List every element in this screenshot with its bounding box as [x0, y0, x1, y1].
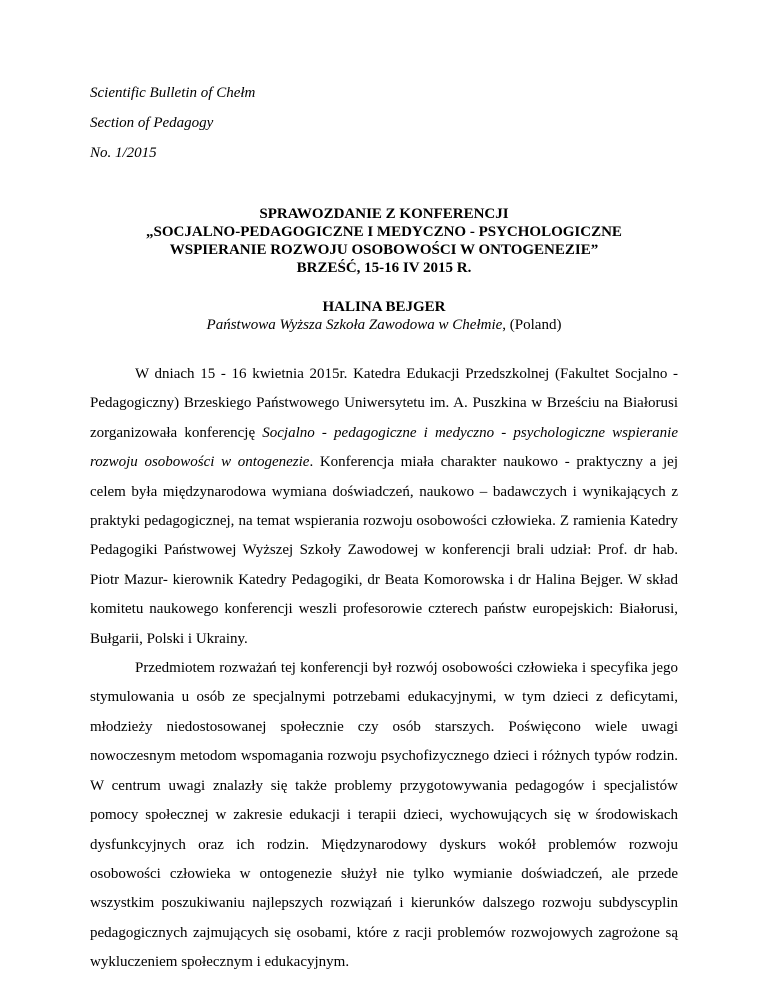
paragraph-text: W dniach 15 - 16 kwietnia 2015r. Katedra Edukacji Przedszkolnej (Fakultet Socjalno - Pedagogiczny) Brzeskiego Państwowego Uniwersytetu im. A. Puszkina w Brześciu na Białorusi zorganizowała konferencję: [90, 366, 678, 441]
title-line: „SOCJALNO-PEDAGOGICZNE I MEDYCZNO - PSYCHOLOGICZNE: [146, 224, 622, 240]
journal-name: Scientific Bulletin of Chełm: [90, 85, 256, 101]
author-affiliation-line: [90, 316, 678, 334]
conference-title-italic: Socjalno - pedagogiczne i medyczno - psychologiczne wspieranie rozwoju osobowości w ontogenezie: [90, 424, 679, 471]
title-line: SPRAWOZDANIE Z KONFERENCJI: [259, 206, 509, 222]
paragraph: [90, 360, 678, 654]
journal-issue: No. 1/2015: [90, 145, 157, 161]
paragraph-text: . Konferencja miała charakter naukowo - praktyczny a jej celem była międzynarodowa wymiana doświadczeń, naukowo – badawczych i wynikających z praktyki pedagogicznej, na temat wspierania rozwoju osobowości człowieka. Z ramienia Katedry Pedagogiki Państwowej Wyższej Szkoły Zawodowej w konferencji brali udział: Prof. dr hab. Piotr Mazur- kierownik Katedry Pedagogiki, dr Beata Komorowska i dr Halina Bejger. W skład komitetu naukowego konferencji weszli profesorowie czterech państw europejskich: Białorusi, Bułgarii, Polski i Ukrainy.: [90, 454, 678, 647]
author-name: HALINA BEJGER: [322, 299, 446, 315]
report-body: [90, 360, 678, 978]
title-line: BRZEŚĆ, 15-16 IV 2015 R.: [296, 260, 472, 276]
journal-header: [90, 78, 678, 168]
journal-section: Section of Pedagogy: [90, 115, 214, 131]
paragraph: Przedmiotem rozważań tej konferencji był rozwój osobowości człowieka i specyfika jego stymulowania u osób ze specjalnymi potrzebami edukacyjnymi, w tym dzieci z deficytami, młodzieży niedostosowanej społecznie czy osób starszych. Poświęcono wiele uwagi nowoczesnym metodom wspomagania rozwoju psychofizycznego dzieci i różnych typów rodzin. W centrum uwagi znalazły się także problemy przygotowywania pedagogów i specjalistów pomocy społecznej w zakresie edukacji i terapii dzieci, wychowujących się w środowiskach dysfunkcyjnych oraz ich rodzin. Międzynarodowy dyskurs wokół problemów rozwoju osobowości człowieka w ontogenezie służył nie tylko wymianie doświadczeń, ale przede wszystkim poszukiwaniu najlepszych rozwiązań i kierunków dalszego rozwoju subdyscyplin pedagogicznych zajmujących się osobami, które z racji problemów rozwojowych zagrożone są wykluczeniem społecznym i edukacyjnym.: [90, 660, 678, 971]
author-block: [90, 298, 678, 334]
author-affiliation: Państwowa Wyższa Szkoła Zawodowa w Chełmie: [206, 317, 503, 333]
report-title: [90, 205, 678, 277]
author-country: , (Poland): [502, 317, 562, 333]
title-line: WSPIERANIE ROZWOJU OSOBOWOŚCI W ONTOGENEZIE”: [169, 242, 599, 258]
